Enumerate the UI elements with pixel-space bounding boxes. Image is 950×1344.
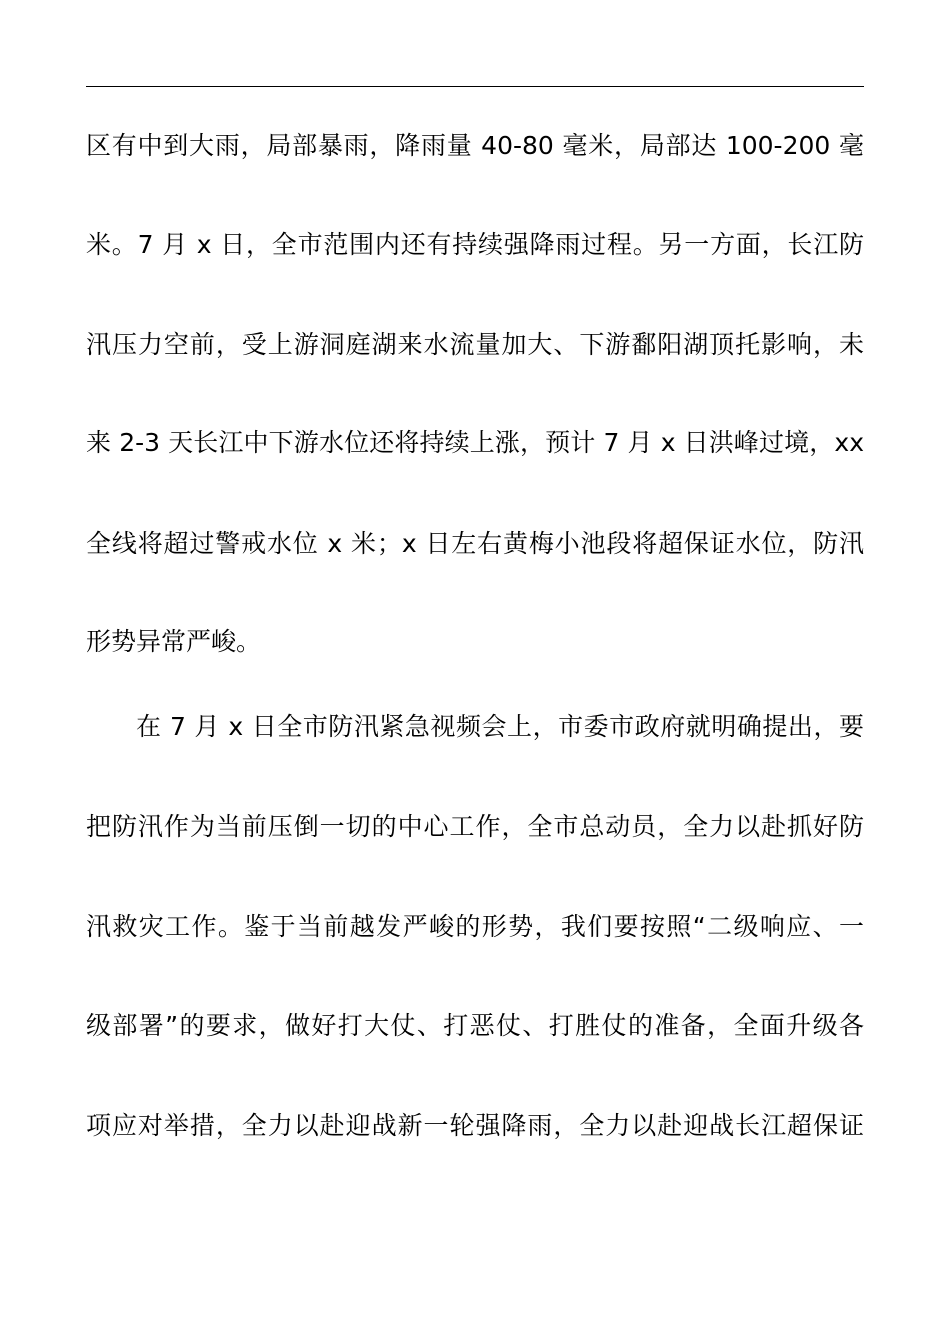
text-line-6: 形势异常严峻。	[86, 627, 262, 656]
header-rule	[86, 86, 864, 87]
paragraph-2-line-4: 级部署”的要求，做好打大仗、打恶仗、打胜仗的准备，全面升级各	[86, 1011, 864, 1040]
text-line-4: 来 2-3 天长江中下游水位还将持续上涨，预计 7 月 x 日洪峰过境，xx	[86, 428, 864, 457]
paragraph-2-line-5: 项应对举措，全力以赴迎战新一轮强降雨，全力以赴迎战长江超保证	[86, 1111, 864, 1140]
text-line-1: 区有中到大雨，局部暴雨，降雨量 40-80 毫米，局部达 100-200 毫	[86, 131, 864, 160]
text-line-3: 汛压力空前，受上游洞庭湖来水流量加大、下游鄱阳湖顶托影响，未	[86, 330, 864, 359]
paragraph-2-line-1: 在 7 月 x 日全市防汛紧急视频会上，市委市政府就明确提出，要	[136, 712, 864, 741]
text-line-5: 全线将超过警戒水位 x 米；x 日左右黄梅小池段将超保证水位，防汛	[86, 529, 864, 558]
paragraph-2-line-3: 汛救灾工作。鉴于当前越发严峻的形势，我们要按照“二级响应、一	[86, 912, 864, 941]
paragraph-2-line-2: 把防汛作为当前压倒一切的中心工作，全市总动员，全力以赴抓好防	[86, 812, 864, 841]
text-line-2: 米。7 月 x 日，全市范围内还有持续强降雨过程。另一方面，长江防	[86, 230, 864, 259]
